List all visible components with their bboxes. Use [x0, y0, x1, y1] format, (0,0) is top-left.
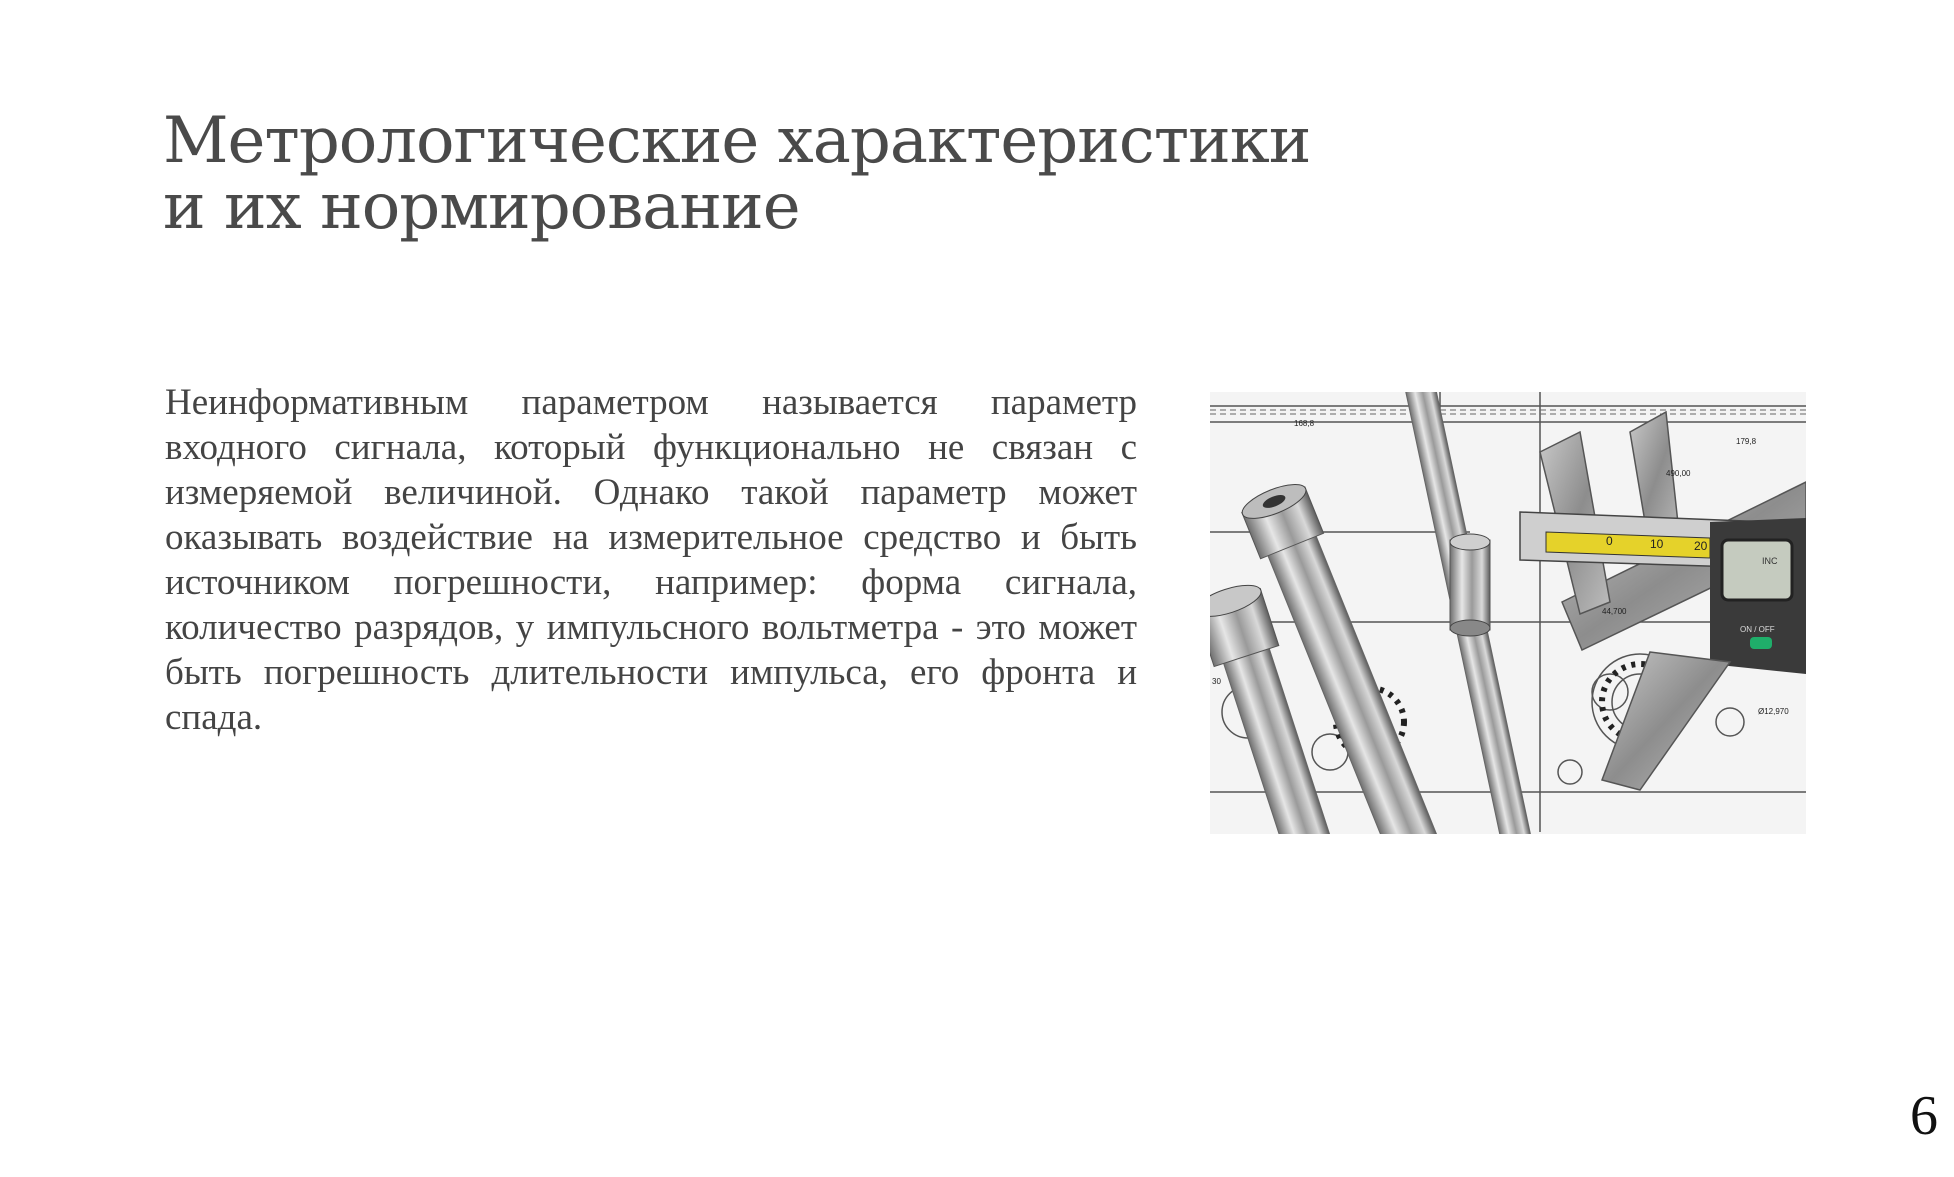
scale-label-10: 10 [1650, 537, 1664, 551]
page-number: 6 [1910, 1085, 1938, 1147]
display-label: INC [1762, 556, 1778, 566]
on-off-label: ON / OFF [1740, 625, 1775, 634]
slide-title-line-2: и их нормирование [163, 170, 800, 244]
drawing-label: Ø12,970 [1758, 707, 1789, 716]
drawing-label: 30 [1212, 677, 1221, 686]
caliper-photo [1210, 392, 1806, 834]
drawing-label: 44,700 [1602, 607, 1627, 616]
drawing-label: 490,00 [1666, 469, 1691, 478]
scale-label-0: 0 [1606, 534, 1613, 548]
slide-title [163, 104, 1313, 244]
drawing-label: 168,8 [1294, 419, 1315, 428]
drawing-label: 179,8 [1736, 437, 1757, 446]
slide-title-line-1: Метрологические характеристики [163, 104, 1311, 178]
slide-body-text: Неинформативным параметром называется параметр входного сигнала, который функционально не связан с измеряемой величиной. Однако такой параметр может оказывать воздействие на измерительное средство и быть источником погрешности, например: форма сигнала, количество разрядов, у импульсного вольтметра - это может быть погрешность длительности импульса, его фронта и спада. [165, 382, 1137, 738]
scale-label-20: 20 [1694, 539, 1708, 553]
